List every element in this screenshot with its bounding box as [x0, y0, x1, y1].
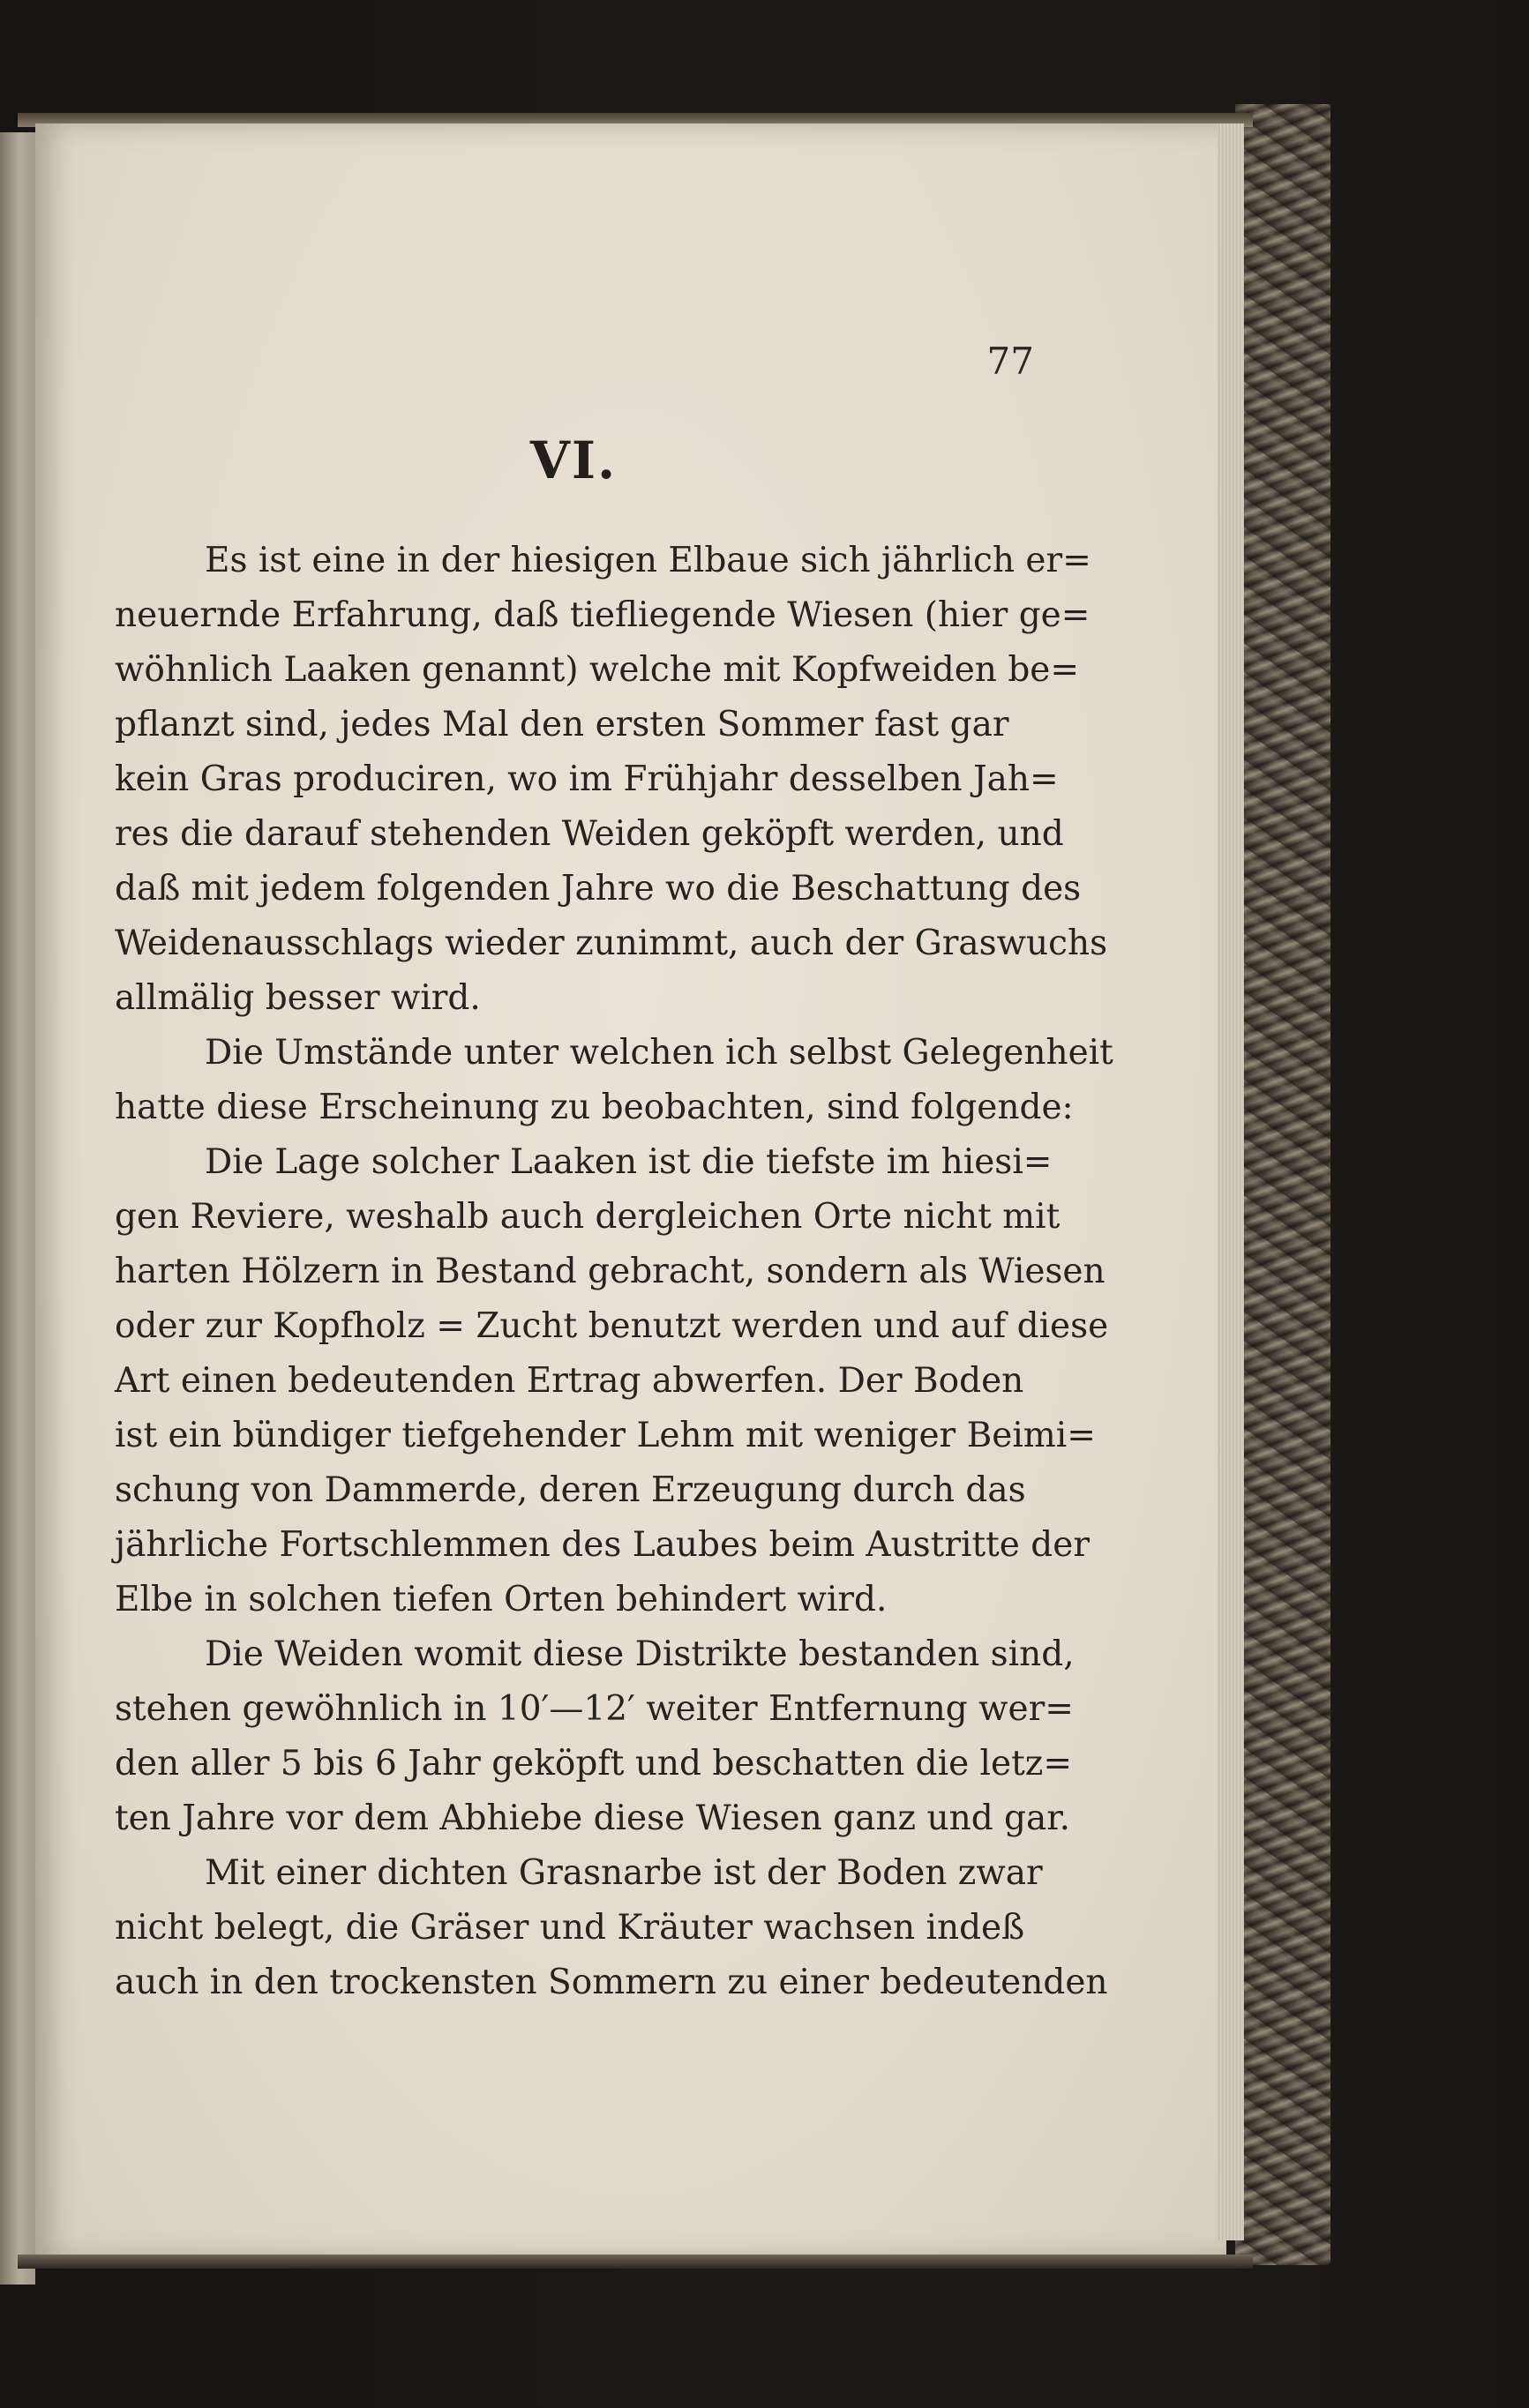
text-line: jährliche Fortschlemmen des Laubes beim Austritte der — [115, 1525, 1090, 1565]
text-line: ten Jahre vor dem Abhiebe diese Wiesen ganz und gar. — [115, 1799, 1071, 1838]
text-line: pflanzt sind, jedes Mal den ersten Sommer fast gar — [115, 705, 1009, 744]
text-line: oder zur Kopfholz = Zucht benutzt werden und auf diese — [115, 1306, 1109, 1346]
text-line: ist ein bündiger tiefgehender Lehm mit weniger Beimi= — [115, 1416, 1096, 1455]
chapter-heading: VI. — [529, 430, 618, 490]
text-line: schung von Dammerde, deren Erzeugung durch das — [115, 1470, 1026, 1510]
text-line: harten Hölzern in Bestand gebracht, sondern als Wiesen — [115, 1252, 1106, 1291]
text-line: Die Umstände unter welchen ich selbst Gelegenheit — [205, 1033, 1113, 1073]
text-line: nicht belegt, die Gräser und Kräuter wachsen indeß — [115, 1908, 1025, 1948]
page-stack-edge — [1218, 123, 1244, 2240]
text-line: Mit einer dichten Grasnarbe ist der Boden zwar — [205, 1853, 1043, 1893]
text-line: allmälig besser wird. — [115, 978, 481, 1018]
text-line: wöhnlich Laaken genannt) welche mit Kopfweiden be= — [115, 650, 1080, 690]
text-line: stehen gewöhnlich in 10′—12′ weiter Entfernung wer= — [115, 1689, 1074, 1729]
marbled-cover-texture — [1235, 104, 1330, 2265]
text-line: Die Weiden womit diese Distrikte bestanden sind, — [205, 1634, 1075, 1674]
text-line: Art einen bedeutenden Ertrag abwerfen. Der Boden — [115, 1361, 1024, 1401]
text-line: Es ist eine in der hiesigen Elbaue sich jährlich er= — [205, 541, 1091, 580]
text-line: Die Lage solcher Laaken ist die tiefste im hiesi= — [205, 1142, 1053, 1182]
text-line: Elbe in solchen tiefen Orten behindert wird. — [115, 1580, 888, 1619]
text-line: Weidenausschlags wieder zunimmt, auch der Graswuchs — [115, 924, 1108, 963]
text-line: daß mit jedem folgenden Jahre wo die Beschattung des — [115, 869, 1082, 909]
page-number: 77 — [986, 340, 1034, 383]
text-line: res die darauf stehenden Weiden geköpft werden, und — [115, 814, 1064, 854]
text-line: neuernde Erfahrung, daß tiefliegende Wiesen (hier ge= — [115, 595, 1091, 635]
previous-page-edge — [0, 132, 35, 2285]
text-line: auch in den trockensten Sommern zu einer bedeutenden — [115, 1963, 1108, 2002]
text-line: hatte diese Erscheinung zu beobachten, sind folgende: — [115, 1088, 1074, 1127]
text-line: den aller 5 bis 6 Jahr geköpft und beschatten die letz= — [115, 1744, 1072, 1784]
page-bottom-edge — [18, 2255, 1253, 2269]
text-line: kein Gras produciren, wo im Frühjahr desselben Jah= — [115, 759, 1059, 799]
text-line: gen Reviere, weshalb auch dergleichen Orte nicht mit — [115, 1197, 1061, 1237]
